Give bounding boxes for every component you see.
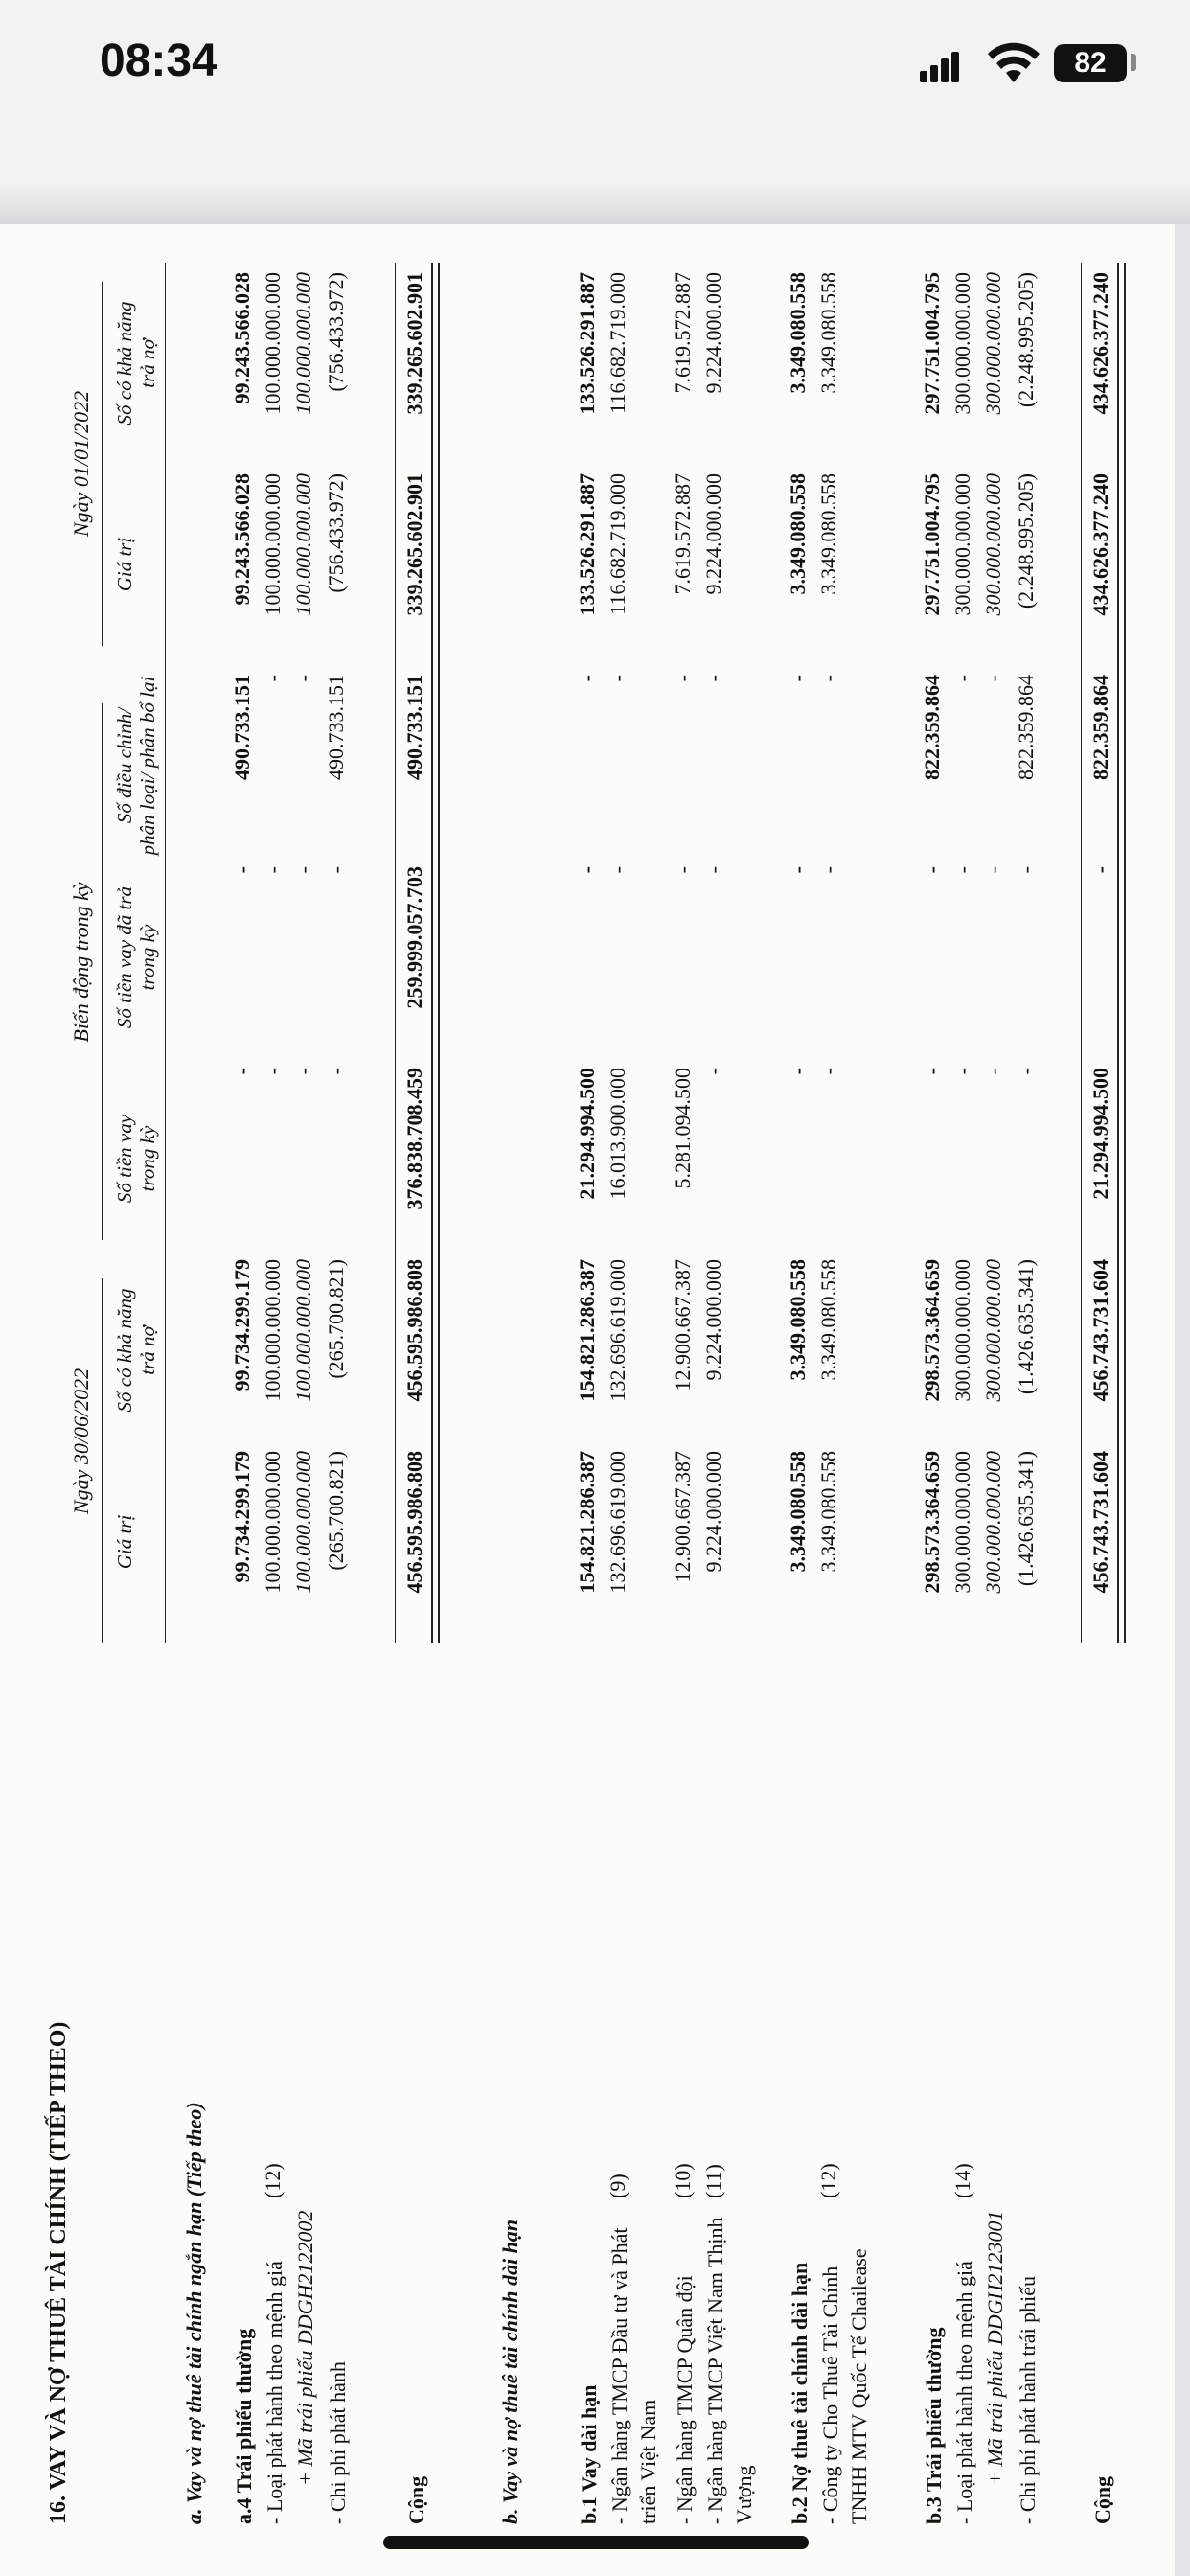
table-cell: (265.700.821) <box>324 1451 348 1571</box>
table-cell: 100.000.000.000 <box>261 272 285 415</box>
table-cell: 456.743.731.604 <box>1088 1259 1112 1402</box>
row-note: (14) <box>950 2163 974 2198</box>
table-cell: 12.900.667.387 <box>671 1259 695 1392</box>
table-cell: 490.733.151 <box>402 675 426 780</box>
table-cell: 300.000.000.000 <box>981 272 1005 415</box>
table-cell: (756.433.972) <box>324 473 348 593</box>
table-cell: - <box>261 866 285 874</box>
table-cell: (756.433.972) <box>324 272 348 392</box>
table-cell: (1.426.635.341) <box>1014 1451 1038 1587</box>
table-cell: 21.294.994.500 <box>1088 1068 1112 1200</box>
row-note: (12) <box>816 2163 840 2198</box>
rule <box>102 703 103 1240</box>
table-cell: 300.000.000.000 <box>950 1259 974 1402</box>
table-cell: 434.626.377.240 <box>1088 272 1112 415</box>
row-label: - Ngân hàng TMCP Quân đội <box>673 2275 697 2524</box>
row-label: b.3 Trái phiếu thường <box>922 2327 946 2524</box>
column-header: Số có khả năng trả nợ <box>113 301 159 426</box>
table-cell: 99.243.566.028 <box>230 272 254 404</box>
table-cell: 3.349.080.558 <box>816 1451 840 1573</box>
table-cell: 116.682.719.000 <box>606 473 629 615</box>
column-header: Số tiền vay trong kỳ <box>113 1114 159 1204</box>
table-cell: 434.626.377.240 <box>1088 473 1112 616</box>
table-cell: 9.224.000.000 <box>701 473 725 595</box>
table-cell: - <box>291 1068 315 1075</box>
header-period-b: Ngày 01/01/2022 <box>69 390 93 538</box>
table-cell: 99.734.299.179 <box>230 1259 254 1392</box>
table-cell: 132.696.619.000 <box>606 1451 629 1594</box>
row-note: (10) <box>671 2163 695 2198</box>
total-rule-double <box>1117 263 1126 1643</box>
row-label: - Loại phát hành theo mệnh giá <box>263 2261 286 2524</box>
table-cell: 100.000.000.000 <box>261 1451 285 1594</box>
table-cell: - <box>324 1068 348 1075</box>
table-cell: - <box>950 1068 974 1075</box>
table-cell: - <box>606 675 629 682</box>
table-cell: 100.000.000.000 <box>291 1259 315 1402</box>
table-cell: - <box>575 675 599 682</box>
table-cell: 297.751.004.795 <box>920 473 944 616</box>
row-label: - Chi phí phát hành <box>326 2361 350 2524</box>
table-cell: - <box>230 866 254 874</box>
table-cell: 300.000.000.000 <box>981 473 1005 616</box>
table-cell: - <box>291 675 315 682</box>
table-cell: 5.281.094.500 <box>671 1068 695 1189</box>
table-cell: 490.733.151 <box>230 675 254 780</box>
scrollbar[interactable] <box>1175 224 1190 2576</box>
home-indicator[interactable] <box>383 2536 809 2549</box>
table-cell: 9.224.000.000 <box>701 1259 725 1381</box>
row-label: a.4 Trái phiếu thường <box>232 2328 256 2524</box>
row-note: (9) <box>606 2174 629 2198</box>
battery-tip <box>1131 54 1136 71</box>
table-cell: - <box>816 675 840 682</box>
table-cell: 7.619.572.887 <box>671 473 695 595</box>
table-cell: - <box>786 675 810 682</box>
table-cell: 100.000.000.000 <box>291 473 315 616</box>
total-rule-top <box>1081 263 1082 1643</box>
header-movement: Biến động trong kỳ <box>69 882 93 1043</box>
row-label: - Ngân hàng TMCP Đầu tư và Phát triển Việt Nam <box>607 2227 660 2524</box>
cellular-signal-icon <box>920 50 970 82</box>
table-cell: - <box>575 866 599 874</box>
row-label: - Loại phát hành theo mệnh giá <box>952 2261 976 2524</box>
table-cell: 100.000.000.000 <box>261 473 285 616</box>
table-cell: 456.595.986.808 <box>402 1451 426 1594</box>
table-cell: 298.573.364.659 <box>920 1259 944 1402</box>
table-cell: - <box>291 866 315 874</box>
table-cell: 456.743.731.604 <box>1088 1451 1112 1594</box>
table-cell: - <box>671 866 695 874</box>
table-cell: - <box>950 675 974 682</box>
table-cell: (265.700.821) <box>324 1259 348 1379</box>
column-header: Giá trị <box>113 537 136 592</box>
table-cell: 12.900.667.387 <box>671 1451 695 1583</box>
table-cell: 259.999.057.703 <box>402 866 426 1009</box>
table-cell: - <box>701 1068 725 1075</box>
table-cell: 3.349.080.558 <box>786 272 810 394</box>
table-cell: - <box>1088 866 1112 874</box>
table-cell: 154.821.286.387 <box>575 1259 599 1402</box>
table-cell: - <box>701 866 725 874</box>
table-cell: 133.526.291.887 <box>575 473 599 616</box>
table-cell: 99.243.566.028 <box>230 473 254 606</box>
table-cell: - <box>981 866 1005 874</box>
table-cell: - <box>261 675 285 682</box>
table-cell: - <box>1014 1068 1038 1075</box>
table-cell: 9.224.000.000 <box>701 272 725 394</box>
table-cell: - <box>671 675 695 682</box>
table-cell: 300.000.000.000 <box>950 473 974 616</box>
row-label: + Mã trái phiếu DDGH2123001 <box>983 2210 1007 2486</box>
total-rule-top <box>395 263 396 1643</box>
table-cell: 100.000.000.000 <box>291 272 315 415</box>
wifi-icon <box>987 42 1041 84</box>
column-header: Số có khả năng trả nợ <box>113 1288 159 1413</box>
table-cell: - <box>230 1068 254 1075</box>
column-header: Giá trị <box>113 1514 136 1570</box>
table-cell: - <box>816 866 840 874</box>
row-label: - Ngân hàng TMCP Việt Nam Thịnh Vượng <box>703 2217 756 2524</box>
section-a-heading: a. Vay và nợ thuê tài chính ngắn hạn (Tiếp theo) <box>182 2102 206 2524</box>
table-cell: 99.734.299.179 <box>230 1451 254 1583</box>
battery-icon: 82 <box>1054 44 1127 82</box>
table-cell: 300.000.000.000 <box>950 1451 974 1594</box>
table-cell: 3.349.080.558 <box>786 1259 810 1381</box>
table-cell: - <box>1014 866 1038 874</box>
table-cell: 822.359.864 <box>1088 675 1112 780</box>
table-cell: 3.349.080.558 <box>816 272 840 394</box>
table-cell: 100.000.000.000 <box>261 1259 285 1402</box>
row-note: (12) <box>261 2163 285 2198</box>
table-cell: (2.248.995.205) <box>1014 272 1038 408</box>
column-header: Số điều chỉnh/ phân loại/ phân bổ lại <box>113 676 159 856</box>
table-cell: 490.733.151 <box>324 675 348 780</box>
clock: 08:34 <box>100 35 217 86</box>
table-cell: 132.696.619.000 <box>606 1259 629 1402</box>
row-label: - Công ty Cho Thuê Tài Chính TNHH MTV Quốc Tế Chailease <box>818 2248 871 2524</box>
table-cell: 7.619.572.887 <box>671 272 695 394</box>
table-cell: 456.595.986.808 <box>402 1259 426 1402</box>
table-cell: 300.000.000.000 <box>981 1259 1005 1402</box>
table-cell: 9.224.000.000 <box>701 1451 725 1573</box>
document-viewer[interactable] <box>0 224 1190 2576</box>
section-b-heading: b. Vay và nợ thuê tài chính dài hạn <box>498 2219 522 2524</box>
row-note: (11) <box>701 2164 725 2198</box>
row-label: b.2 Nợ thuê tài chính dài hạn <box>788 2262 812 2524</box>
table-cell: 300.000.000.000 <box>950 272 974 415</box>
table-cell: 133.526.291.887 <box>575 272 599 415</box>
table-cell: 339.265.602.901 <box>402 272 426 415</box>
rule <box>165 263 166 1643</box>
table-cell: 3.349.080.558 <box>786 1451 810 1573</box>
table-cell: 16.013.900.000 <box>606 1068 629 1200</box>
table-cell: - <box>920 1068 944 1075</box>
table-cell: 3.349.080.558 <box>816 1259 840 1381</box>
table-cell: - <box>981 675 1005 682</box>
header-period-a: Ngày 30/06/2022 <box>69 1368 93 1515</box>
toolbar-divider <box>0 182 1190 224</box>
row-label: + Mã trái phiếu DDGH2122002 <box>293 2210 317 2486</box>
row-label: b.1 Vay dài hạn <box>577 2384 601 2524</box>
table-cell: 376.838.708.459 <box>402 1068 426 1210</box>
table-cell: 21.294.994.500 <box>575 1068 599 1200</box>
table-cell: 100.000.000.000 <box>291 1451 315 1594</box>
row-label: Cộng <box>1090 2475 1114 2524</box>
table-cell: - <box>920 866 944 874</box>
table-cell: - <box>981 1068 1005 1075</box>
table-cell: 3.349.080.558 <box>786 473 810 595</box>
table-cell: 298.573.364.659 <box>920 1451 944 1594</box>
table-cell: - <box>950 866 974 874</box>
table-cell: 154.821.286.387 <box>575 1451 599 1594</box>
table-cell: - <box>786 866 810 874</box>
table-cell: (1.426.635.341) <box>1014 1259 1038 1395</box>
address-bar[interactable] <box>0 105 1190 182</box>
table-cell: 300.000.000.000 <box>981 1451 1005 1594</box>
table-cell: (2.248.995.205) <box>1014 473 1038 610</box>
column-header: Số tiền vay đã trả trong kỳ <box>113 886 159 1029</box>
row-label: - Chi phí phát hành trái phiếu <box>1016 2275 1040 2524</box>
table-cell: - <box>324 866 348 874</box>
table-cell: - <box>786 1068 810 1075</box>
table-cell: - <box>816 1068 840 1075</box>
table-cell: 297.751.004.795 <box>920 272 944 415</box>
table-cell: 3.349.080.558 <box>816 473 840 595</box>
row-label: Cộng <box>404 2475 428 2524</box>
table-cell: 116.682.719.000 <box>606 272 629 414</box>
rule <box>102 282 103 646</box>
table-cell: - <box>701 675 725 682</box>
table-cell: 339.265.602.901 <box>402 473 426 616</box>
table-cell: 822.359.864 <box>1014 675 1038 780</box>
rotated-page <box>0 272 1150 2563</box>
table-cell: - <box>261 1068 285 1075</box>
rule <box>102 1278 103 1643</box>
section-title: 16. VAY VÀ NỢ THUÊ TÀI CHÍNH (TIẾP THEO) <box>46 2021 71 2524</box>
total-rule-double <box>431 263 440 1643</box>
table-cell: - <box>606 866 629 874</box>
table-cell: 822.359.864 <box>920 675 944 780</box>
